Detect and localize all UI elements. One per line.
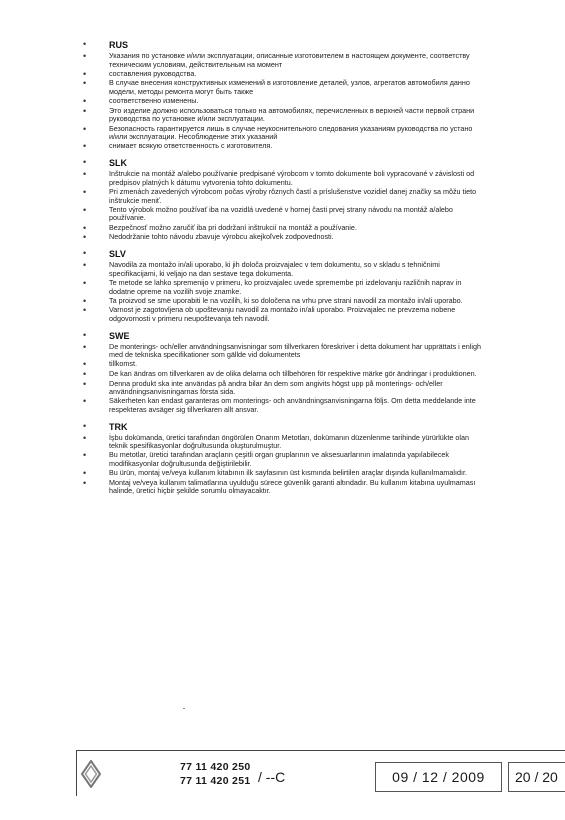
- bullet-icon: •: [83, 248, 87, 259]
- renault-diamond-logo-icon: [80, 760, 102, 788]
- section-trk: [83, 422, 565, 496]
- bullet-icon: •: [83, 204, 87, 215]
- document-body: [83, 40, 565, 503]
- reference-number-1: 77 11 420 250: [180, 761, 251, 773]
- bullet-icon: •: [83, 51, 87, 61]
- bullet-icon: •: [83, 105, 87, 116]
- list-item: Säkerheten kan endast garanteras om monterings- och användningsanvisningarna följs. Om detta meddelande inte respekteras avsäger sig tillverkaren allt ansvar.: [109, 396, 476, 414]
- list-item: соответственно изменены.: [109, 96, 199, 106]
- reference-suffix: / --C: [258, 769, 286, 785]
- list-item: tillkomst.: [109, 359, 137, 369]
- list-item: İşbu dokümanda, üretici tarafından öngörülen Onarım Metotları, dokümanın düzenlenme tarihinde yürürlükte olan teknik spesifikasyonlar doğrultusunda oluşturulmuştur.: [109, 432, 469, 451]
- list-item: Varnost je zagotovljena ob upoštevanju navodil za montažo in/ali uporabo. Proizvajalec ne prevzema nobene odgovornosti v primeru neupoštevanja teh navodil.: [109, 305, 456, 323]
- list-item: Безопасность гарантируется лишь в случае неукоснительного следования указаниям руководства по устано и/или эксплуатации. Несоблюдение этих указаний: [109, 123, 473, 142]
- list-item: Bu metotlar, üretici tarafından araçların çeşitli organ gruplarının ve aksesuarlarının imalatında yapılabilecek modifikasyonlar doğrultusunda değiştirilebilir.: [109, 450, 449, 468]
- section-swe: [83, 331, 565, 415]
- list-item: составления руководства.: [109, 68, 197, 78]
- bullet-icon: •: [83, 141, 87, 152]
- footer-divider: [76, 750, 565, 751]
- bullet-icon: •: [83, 420, 87, 431]
- bullet-icon: •: [83, 341, 87, 352]
- list-item: Это изделие должно использоваться только на автомобилях, перечисленных в верхней части первой страни руководства по установке и/или эксплуатации.: [109, 105, 475, 124]
- list-item: Указания по установке и/или эксплуатации, описанные изготовителем в настоящем документе, соответству техническим условиям, действительным на момент: [109, 51, 470, 69]
- section-slv: [83, 249, 565, 323]
- reference-numbers: [180, 760, 250, 788]
- bullet-icon: •: [83, 232, 87, 243]
- bullet-icon: •: [83, 378, 87, 389]
- list-item: De monterings- och/eller användningsanvisningar som tillverkaren föreskriver i detta dokument har upprättats i enligh med de tekniska specifikationer som gällde vid dokumentets: [109, 341, 481, 360]
- section-heading: SLV: [109, 249, 126, 260]
- section-heading: TRK: [109, 421, 128, 432]
- bullet-icon: •: [83, 359, 87, 370]
- bullet-icon: •: [83, 222, 87, 233]
- list-item: Bezpečnosť možno zaručiť iba pri dodržaní inštrukcií na montáž a používanie.: [109, 222, 357, 232]
- bullet-icon: •: [83, 432, 87, 443]
- bullet-icon: •: [83, 468, 87, 479]
- document-date: 09 / 12 / 2009: [392, 769, 485, 785]
- list-item: De kan ändras om tillverkaren av de olika delarna och tillbehören för respektive märke gör ändringar i produktionen.: [109, 368, 477, 378]
- list-item: В случае внесения конструктивных изменений в изготовление деталей, узлов, агрегатов автомобиля данно модели, методы ремонта могут быть также: [109, 78, 470, 96]
- section-heading: RUS: [109, 40, 129, 50]
- bullet-icon: •: [83, 396, 87, 407]
- bullet-icon: •: [83, 295, 87, 306]
- bullet-icon: •: [83, 329, 87, 340]
- list-item: Navodila za montažo in/ali uporabo, ki jih določa proizvajalec v tem dokumentu, so v skladu s tehničnimi specifikacijami, ki veljajo na dan sestave tega dokumenta.: [109, 260, 440, 278]
- section-heading: SWE: [109, 330, 130, 341]
- date-box: [375, 762, 502, 792]
- bullet-icon: •: [83, 78, 87, 89]
- bullet-icon: •: [83, 39, 87, 49]
- bullet-icon: •: [83, 123, 87, 134]
- bullet-icon: •: [83, 68, 87, 79]
- list-item: Pri zmenách zavedených výrobcom počas výroby rôznych častí a príslušenstve vozidiel danej značky sa môžu tieto inštrukcie meniť.: [109, 187, 477, 205]
- scan-speck: [183, 708, 185, 709]
- list-item: Bu ürün, montaj ve/veya kullanım kitabının ilk sayfasının üst kısmında belirtilen araçlar dışında kullanılmamalıdır.: [109, 468, 467, 478]
- list-item: снимает всякую ответственность с изготовителя.: [109, 141, 273, 151]
- bullet-icon: •: [83, 450, 87, 461]
- bullet-icon: •: [83, 169, 87, 180]
- list-item: Nedodržanie tohto návodu zbavuje výrobcu akejkoľvek zodpovednosti.: [109, 232, 334, 242]
- list-item: Montaj ve/veya kullanım talimatlarına uyulduğu sürece güvenlik garanti altındadır. Bu kullanım kitabına uyulmaması halinde, üretici hiçbir şekilde sorumlu olmayacaktır.: [109, 477, 476, 496]
- bullet-icon: •: [83, 305, 87, 316]
- section-slk: [83, 158, 565, 242]
- section-heading: SLK: [109, 158, 127, 169]
- page-number-box: [508, 762, 565, 792]
- bullet-icon: •: [83, 278, 87, 289]
- bullet-icon: •: [83, 368, 87, 379]
- page-number: 20 / 20: [515, 769, 558, 785]
- section-rus: [83, 40, 565, 151]
- bullet-icon: •: [83, 187, 87, 198]
- list-item: Te metode se lahko spremenijo v primeru, ko proizvajalec uvede spremembe pri izdelovanju različnih naprav in dodatne opreme na vozilih svoje znamke.: [109, 278, 462, 296]
- reference-number-2: 77 11 420 251: [180, 775, 251, 787]
- footer-left-border: [76, 750, 77, 796]
- list-item: Ta proizvod se sme uporabiti le na vozilih, ki so določena na vrhu prve strani navodil za montažo in/ali uporabo.: [109, 295, 463, 305]
- list-item: Denna produkt ska inte användas på andra bilar än dem som angivits högst upp på monterings- och/eller användningsanvisningarnas första sida.: [109, 378, 443, 397]
- bullet-icon: •: [83, 157, 87, 168]
- bullet-icon: •: [83, 260, 87, 271]
- bullet-icon: •: [83, 477, 87, 488]
- bullet-icon: •: [83, 96, 87, 107]
- list-item: Inštrukcie na montáž a/alebo používanie predpisané výrobcom v tomto dokumente boli vypracované v závislosti od predpisov platných k dátumu vytvorenia tohto dokumentu.: [109, 169, 475, 187]
- list-item: Tento výrobok možno používať iba na vozidlá uvedené v hornej časti prvej strany návodu na montáž a/alebo používanie.: [109, 204, 453, 223]
